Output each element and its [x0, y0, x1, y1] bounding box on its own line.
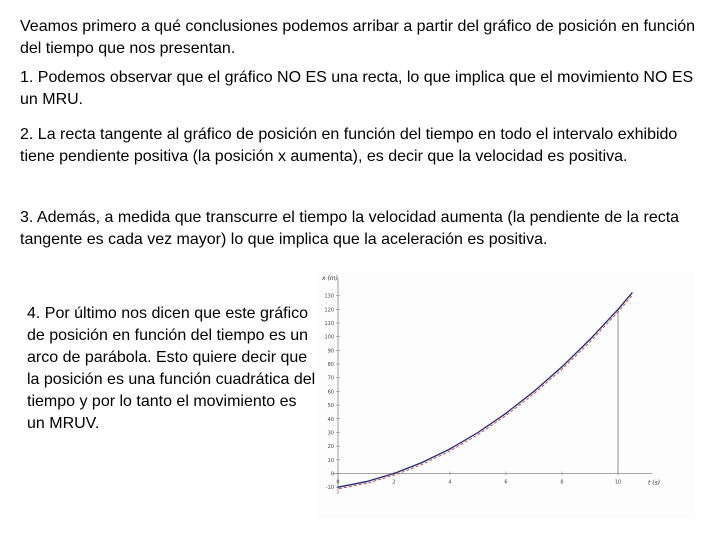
y-tick-label: 40	[327, 416, 334, 423]
conclusion-1-paragraph: 1. Podemos observar que el gráfico NO ES una recta, lo que implica que el movimiento NO ES un MRU.	[20, 69, 694, 108]
data-point	[533, 391, 534, 392]
y-tick-label: -10	[325, 485, 334, 492]
y-tick-label: 130	[324, 293, 334, 300]
data-point	[393, 473, 394, 474]
conclusion-3-paragraph: 3. Además, a medida que transcurre el tiempo la velocidad aumenta (la pendiente de la recta tangente es cada vez mayor) lo que implica que la aceleración es positiva.	[20, 209, 680, 248]
y-tick-label: 10	[327, 457, 334, 464]
y-tick-label: 0	[330, 471, 334, 478]
y-tick-label: 30	[327, 430, 334, 437]
data-point	[589, 339, 590, 340]
data-point	[561, 366, 562, 367]
y-tick-label: 60	[327, 389, 334, 396]
y-tick-label: 90	[327, 348, 334, 355]
data-point	[617, 309, 618, 310]
y-axis-label: x (m)	[322, 275, 338, 282]
intro-paragraph: Veamos primero a qué conclusiones podemos arribar a partir del gráfico de posición en función del tiempo que nos presentan.	[20, 18, 696, 57]
data-point	[477, 432, 478, 433]
data-point	[449, 448, 450, 449]
y-tick-label: 70	[327, 375, 334, 382]
y-tick-label: 120	[324, 307, 334, 314]
conclusion-4-paragraph: 4. Por último nos dicen que este gráfico de posición en función del tiempo es un arco de parábola. Esto quiere decir que la posición es una función cuadrática del tiempo y por lo tanto el movimiento es un MRUV.	[27, 305, 316, 432]
data-point	[631, 292, 632, 293]
x-tick-label: 4	[448, 479, 452, 486]
data-point	[365, 481, 366, 482]
data-point	[505, 413, 506, 414]
chart-svg	[316, 270, 694, 518]
data-point	[337, 486, 338, 487]
position-time-graph	[316, 270, 694, 518]
y-tick-label: 20	[327, 444, 334, 451]
position-curve	[338, 293, 632, 487]
x-tick-label: 8	[560, 479, 564, 486]
y-tick-label: 100	[324, 334, 334, 341]
x-axis-label: t (s)	[648, 479, 661, 487]
y-tick-label: 80	[327, 362, 334, 369]
overlay-curve	[339, 294, 633, 488]
y-tick-label: 50	[327, 403, 334, 410]
x-tick-label: 10	[614, 479, 622, 486]
x-tick-label: 6	[504, 479, 508, 486]
data-point	[421, 462, 422, 463]
x-tick-label: 0	[336, 479, 340, 486]
y-tick-label: 110	[324, 321, 334, 328]
x-tick-label: 2	[392, 479, 396, 486]
conclusion-2-paragraph: 2. La recta tangente al gráfico de posición en función del tiempo en todo el intervalo exhibido tiene pendiente positiva (la posición x aumenta), es decir que la velocidad es positiva.	[20, 126, 678, 165]
